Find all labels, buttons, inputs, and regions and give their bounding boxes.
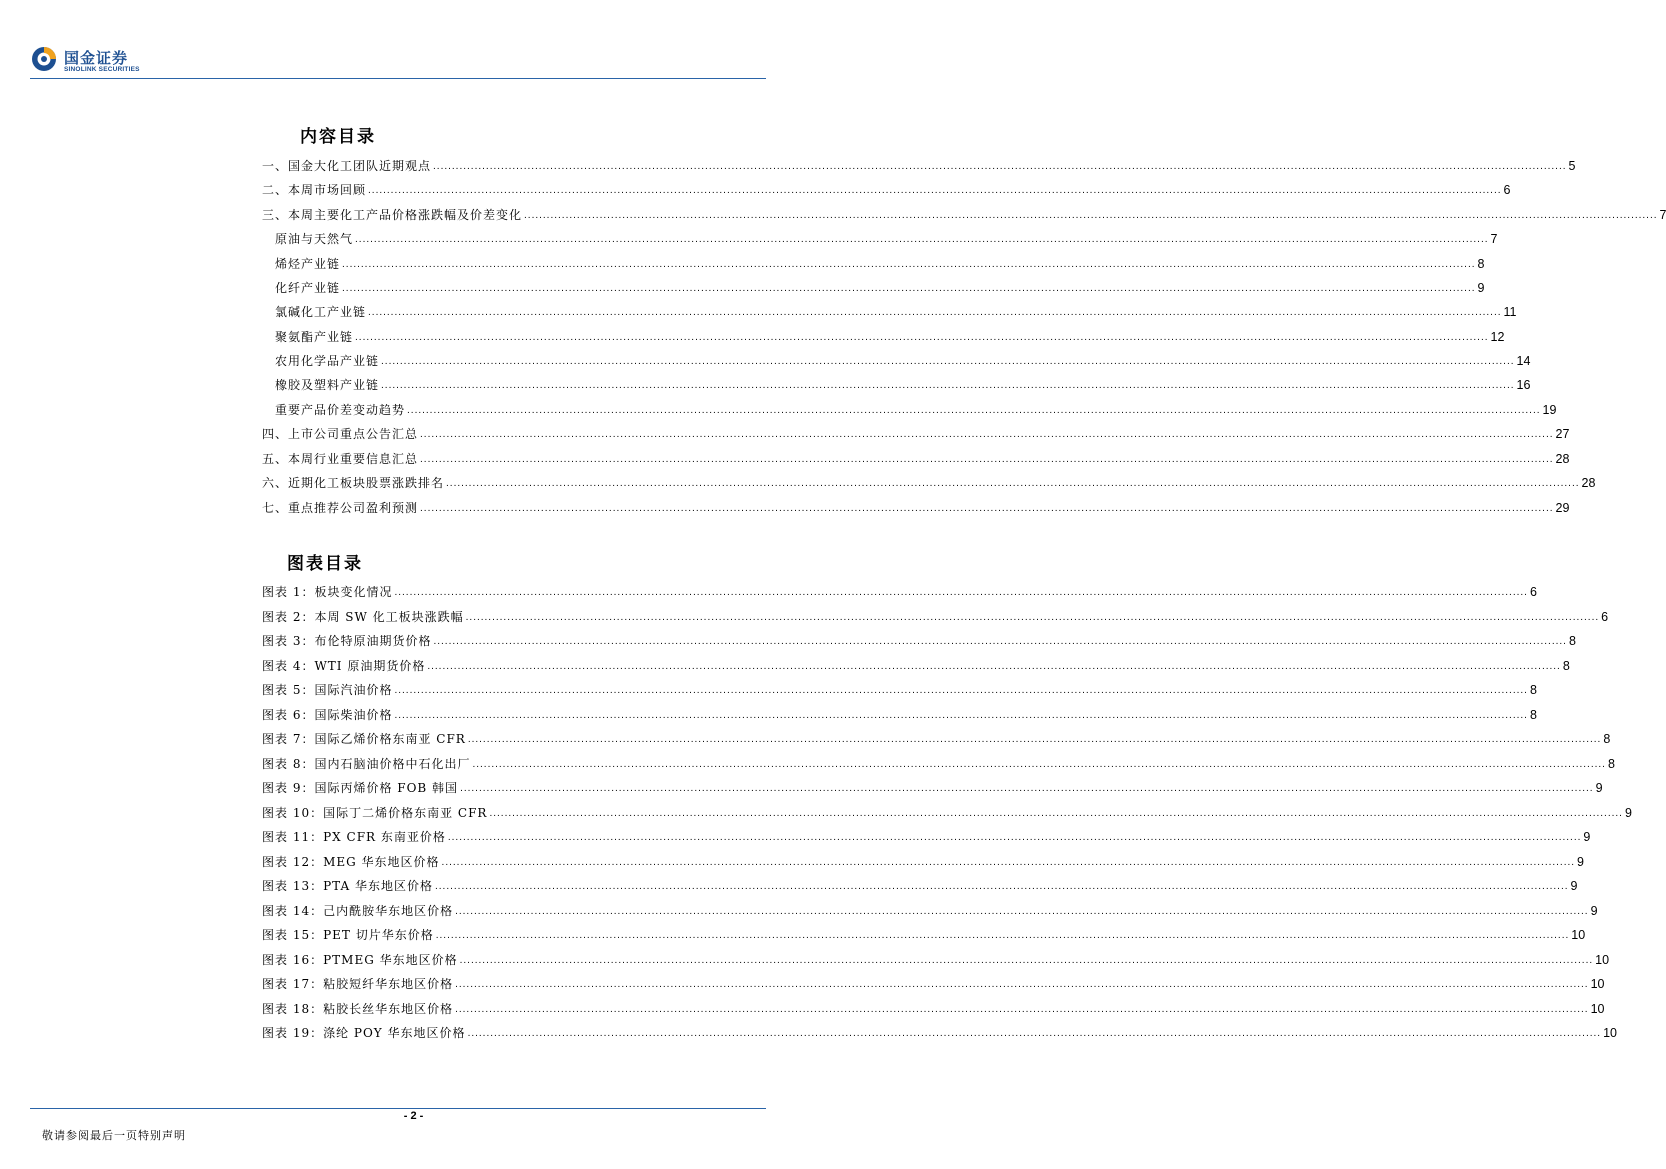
company-logo [30, 44, 160, 76]
dot-leader: ............................................................................................................................................................................................................................................................................................................ [455, 905, 1589, 917]
entry-page-number: 9 [1595, 781, 1603, 795]
dot-leader: ............................................................................................................................................................................................................................................................................................................ [435, 930, 1570, 941]
page-number: - 2 - [403, 1110, 424, 1122]
figure-entry[interactable] [262, 778, 1603, 796]
dot-leader: ............................................................................................................................................................................................................................................................................................................ [420, 429, 1554, 440]
entry-label: 图表 3：布伦特原油期货价格 [262, 634, 432, 648]
dot-leader: ............................................................................................................................................................................................................................................................................................................ [368, 307, 1502, 318]
entry-page-number: 14 [1516, 354, 1531, 368]
entry-label: 二、本周市场回顾 [262, 183, 367, 197]
entry-page-number: 12 [1490, 330, 1505, 344]
dot-leader: ............................................................................................................................................................................................................................................................................................................ [455, 979, 1589, 990]
dot-leader: ............................................................................................................................................................................................................................................................................................................ [394, 709, 1528, 721]
disclaimer-text: 敬请参阅最后一页特别声明 [42, 1129, 186, 1142]
toc-entry[interactable] [275, 351, 1531, 369]
dot-leader: ............................................................................................................................................................................................................................................................................................................ [467, 734, 1602, 745]
figure-entry[interactable] [262, 852, 1584, 870]
entry-page-number: 5 [1568, 159, 1576, 173]
entry-label: 五、本周行业重要信息汇总 [262, 452, 419, 466]
entry-page-number: 10 [1603, 1026, 1617, 1040]
figure-entry[interactable] [262, 950, 1610, 968]
entry-page-number: 8 [1477, 257, 1485, 271]
entry-page-number: 7 [1659, 208, 1666, 222]
entry-page-number: 9 [1624, 805, 1632, 820]
entry-label: 图表 5：国际汽油价格 [262, 683, 393, 697]
entry-label: 图表 13：PTA 华东地区价格 [262, 879, 433, 893]
figure-entry[interactable] [262, 656, 1570, 674]
entry-page-number: 29 [1555, 501, 1570, 515]
figures-title: 图表目录 [287, 554, 363, 574]
toc-entry[interactable] [262, 498, 1570, 516]
entry-label: 图表 14：己内酰胺华东地区价格 [262, 903, 454, 918]
entry-page-number: 6 [1503, 183, 1511, 197]
toc-entry[interactable] [275, 302, 1517, 320]
entry-label: 聚氨酯产业链 [275, 330, 354, 344]
entry-label: 氯碱化工产业链 [275, 305, 367, 319]
toc-entry[interactable] [275, 327, 1505, 345]
dot-leader: ............................................................................................................................................................................................................................................................................................................ [455, 1003, 1589, 1015]
figure-entry[interactable] [262, 705, 1537, 723]
toc-entry[interactable] [262, 424, 1570, 442]
figure-entry[interactable] [262, 1023, 1617, 1041]
entry-page-number: 8 [1529, 707, 1537, 722]
figure-entry[interactable] [262, 582, 1537, 600]
entry-label: 图表 6：国际柴油价格 [262, 707, 393, 722]
figure-entry[interactable] [262, 925, 1586, 943]
entry-label: 化纤产业链 [275, 281, 341, 295]
entry-label: 图表 15：PET 切片华东价格 [262, 928, 434, 942]
entry-label: 图表 4：WTI 原油期货价格 [262, 658, 426, 673]
dot-leader: ............................................................................................................................................................................................................................................................................................................ [467, 1028, 1602, 1039]
dot-leader: ............................................................................................................................................................................................................................................................................................................ [465, 611, 1600, 623]
entry-label: 图表 9：国际丙烯价格 FOB 韩国 [262, 781, 459, 795]
dot-leader: ............................................................................................................................................................................................................................................................................................................ [420, 454, 1554, 465]
entry-label: 原油与天然气 [275, 232, 354, 246]
entry-label: 图表 18：粘胶长丝华东地区价格 [262, 1001, 454, 1016]
entry-page-number: 9 [1477, 281, 1485, 295]
dot-leader: ............................................................................................................................................................................................................................................................................................................ [355, 332, 1489, 343]
entry-label: 图表 11：PX CFR 东南亚价格 [262, 830, 446, 844]
figure-entry[interactable] [262, 901, 1598, 919]
figure-entry[interactable] [262, 974, 1605, 992]
dot-leader: ............................................................................................................................................................................................................................................................................................................ [459, 954, 1594, 966]
dot-leader: ............................................................................................................................................................................................................................................................................................................ [394, 587, 1528, 598]
entry-page-number: 9 [1583, 830, 1591, 844]
logo-chinese-name: 国金证券 [64, 49, 129, 67]
figure-entry[interactable] [262, 754, 1615, 772]
entry-label: 重要产品价差变动趋势 [275, 403, 406, 417]
header-divider [30, 78, 766, 79]
toc-entry[interactable] [275, 375, 1531, 393]
logo-english-name: SINOLINK SECURITIES [64, 66, 140, 73]
toc-entry[interactable] [275, 400, 1557, 418]
entry-label: 图表 2：本周 SW 化工板块涨跌幅 [262, 609, 464, 624]
page-header [0, 0, 827, 80]
toc-entry[interactable] [262, 180, 1511, 198]
dot-leader: ............................................................................................................................................................................................................................................................................................................ [460, 783, 1594, 794]
entry-label: 三、本周主要化工产品价格涨跌幅及价差变化 [262, 208, 523, 222]
dot-leader: ............................................................................................................................................................................................................................................................................................................ [447, 832, 1582, 843]
entry-label: 橡胶及塑料产业链 [275, 378, 380, 392]
dot-leader: ............................................................................................................................................................................................................................................................................................................ [433, 161, 1567, 172]
dot-leader: ............................................................................................................................................................................................................................................................................................................ [433, 636, 1567, 647]
entry-page-number: 28 [1555, 452, 1570, 466]
dot-leader: ............................................................................................................................................................................................................................................................................................................ [381, 380, 1515, 391]
entry-page-number: 28 [1581, 476, 1596, 490]
entry-label: 图表 10：国际丁二烯价格东南亚 CFR [262, 805, 488, 820]
dot-leader: ............................................................................................................................................................................................................................................................................................................ [355, 234, 1489, 245]
dot-leader: ............................................................................................................................................................................................................................................................................................................ [394, 685, 1528, 696]
entry-page-number: 19 [1542, 403, 1557, 417]
entry-page-number: 10 [1590, 977, 1605, 991]
entry-page-number: 10 [1595, 952, 1610, 967]
entry-page-number: 7 [1490, 232, 1498, 246]
dot-leader: ............................................................................................................................................................................................................................................................................................................ [420, 503, 1554, 514]
figure-entry[interactable] [262, 999, 1605, 1017]
entry-label: 农用化学品产业链 [275, 354, 380, 368]
entry-label: 图表 8：国内石脑油价格中石化出厂 [262, 756, 471, 771]
entry-label: 图表 1：板块变化情况 [262, 585, 393, 599]
toc-entry[interactable] [275, 254, 1485, 272]
dot-leader: ............................................................................................................................................................................................................................................................................................................ [489, 807, 1623, 819]
entry-page-number: 10 [1571, 928, 1586, 942]
entry-page-number: 9 [1570, 879, 1578, 893]
dot-leader: ............................................................................................................................................................................................................................................................................................................ [342, 283, 1476, 294]
dot-leader: ............................................................................................................................................................................................................................................................................................................ [427, 660, 1561, 672]
entry-label: 六、近期化工板块股票涨跌排名 [262, 476, 445, 490]
toc-entry[interactable] [262, 205, 1666, 223]
entry-page-number: 9 [1590, 903, 1598, 918]
entry-label: 四、上市公司重点公告汇总 [262, 427, 419, 441]
entry-label: 图表 17：粘胶短纤华东地区价格 [262, 977, 454, 991]
entry-page-number: 8 [1568, 634, 1576, 648]
dot-leader: ............................................................................................................................................................................................................................................................................................................ [381, 356, 1515, 367]
dot-leader: ............................................................................................................................................................................................................................................................................................................ [441, 856, 1576, 868]
dot-leader: ............................................................................................................................................................................................................................................................................................................ [524, 210, 1658, 221]
entry-page-number: 6 [1529, 585, 1537, 599]
toc-entry[interactable] [275, 229, 1498, 247]
figure-entry[interactable] [262, 680, 1537, 698]
entry-page-number: 8 [1562, 658, 1570, 673]
figure-entry[interactable] [262, 876, 1578, 894]
entry-page-number: 8 [1603, 732, 1611, 746]
dot-leader: ............................................................................................................................................................................................................................................................................................................ [446, 478, 1580, 489]
dot-leader: ............................................................................................................................................................................................................................................................................................................ [342, 259, 1476, 270]
entry-label: 一、国金大化工团队近期观点 [262, 159, 432, 173]
entry-label: 图表 16：PTMEG 华东地区价格 [262, 952, 458, 967]
entry-label: 七、重点推荐公司盈利预测 [262, 501, 419, 515]
dot-leader: ............................................................................................................................................................................................................................................................................................................ [435, 881, 1569, 892]
sinolink-logo-icon [30, 45, 58, 73]
entry-label: 图表 19：涤纶 POY 华东地区价格 [262, 1026, 466, 1040]
toc-entry[interactable] [275, 278, 1485, 296]
dot-leader: ............................................................................................................................................................................................................................................................................................................ [368, 185, 1502, 196]
entry-page-number: 8 [1607, 756, 1615, 771]
entry-page-number: 8 [1529, 683, 1537, 697]
entry-page-number: 9 [1577, 854, 1584, 869]
entry-label: 烯烃产业链 [275, 257, 341, 271]
toc-entry[interactable] [262, 156, 1576, 174]
entry-page-number: 10 [1590, 1001, 1605, 1016]
toc-title: 内容目录 [300, 127, 376, 147]
dot-leader: ............................................................................................................................................................................................................................................................................................................ [407, 405, 1541, 416]
toc-entry[interactable] [262, 473, 1596, 491]
footer-divider [30, 1108, 766, 1109]
figure-entry[interactable] [262, 803, 1632, 821]
figure-entry[interactable] [262, 607, 1609, 625]
figure-entry[interactable] [262, 827, 1591, 845]
entry-page-number: 6 [1601, 609, 1609, 624]
figure-entry[interactable] [262, 631, 1576, 649]
dot-leader: ............................................................................................................................................................................................................................................................................................................ [472, 758, 1606, 770]
entry-page-number: 27 [1555, 427, 1570, 441]
toc-entry[interactable] [262, 449, 1570, 467]
entry-label: 图表 12：MEG 华东地区价格 [262, 854, 440, 869]
figure-entry[interactable] [262, 729, 1611, 747]
entry-page-number: 11 [1503, 305, 1517, 319]
entry-label: 图表 7：国际乙烯价格东南亚 CFR [262, 732, 466, 746]
entry-page-number: 16 [1516, 378, 1531, 392]
